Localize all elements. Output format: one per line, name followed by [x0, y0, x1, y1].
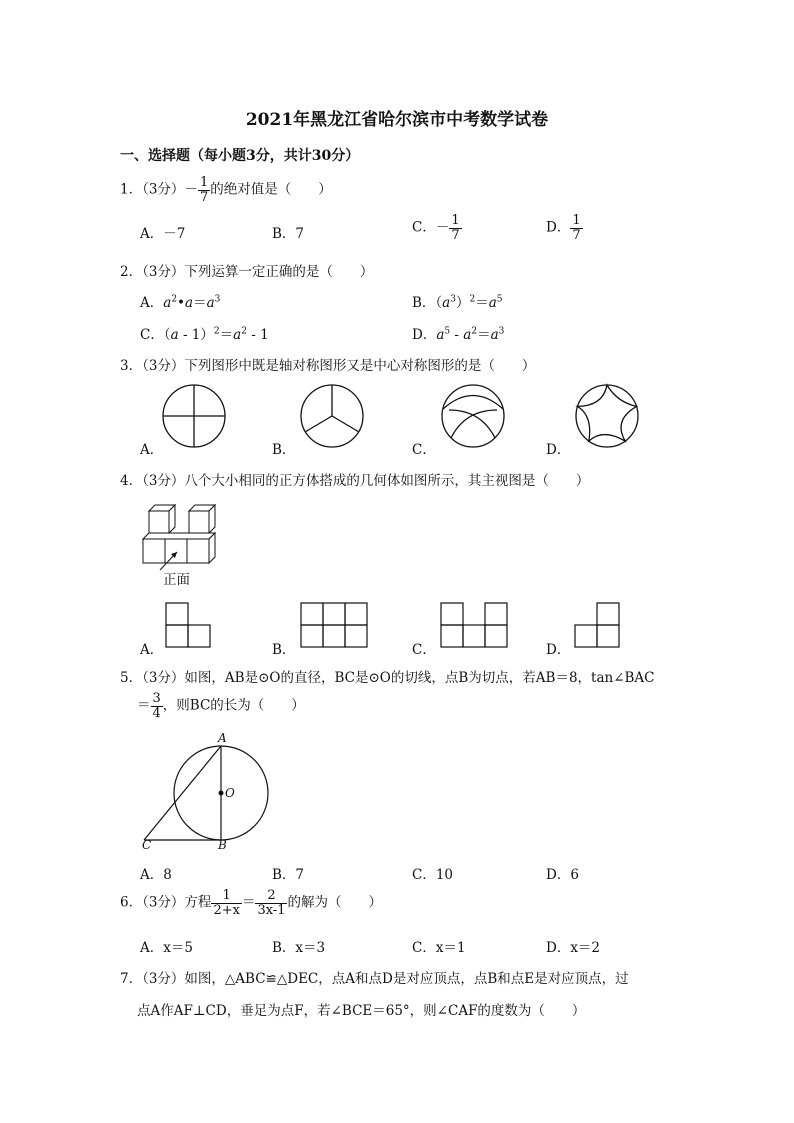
question-7-stem-line2: 点A作AF⊥CD，垂足为点F，若∠BCE＝65°，则∠CAF的度数为（ ）: [137, 1003, 586, 1019]
option-c[interactable]: C．$(a - 1)^2=a^2 - 1$: [140, 326, 269, 343]
figure-circle-arcs: [439, 382, 509, 452]
figure-circle-tangent: [140, 735, 280, 845]
option-b[interactable]: B．7: [272, 226, 305, 242]
option-d[interactable]: D．x＝2: [546, 940, 601, 956]
option-c[interactable]: C．x＝1: [412, 940, 466, 956]
option-d-figure: [574, 602, 624, 648]
option-a-figure: [165, 602, 215, 648]
option-a[interactable]: A．: [140, 442, 164, 458]
option-d[interactable]: D．: [546, 642, 571, 658]
point-label-o: O: [225, 786, 235, 800]
question-7-stem-line1: 7．（3分）如图，△ABC≌△DEC，点A和点D是对应顶点，点B和点E是对应顶点，过: [120, 971, 629, 987]
option-a[interactable]: A．－7: [140, 226, 186, 242]
option-b[interactable]: B．x＝3: [272, 940, 326, 956]
option-c[interactable]: C．: [412, 642, 436, 658]
option-c-figure: [440, 602, 510, 648]
option-a[interactable]: A．: [140, 642, 164, 658]
option-b[interactable]: B．7: [272, 867, 305, 883]
question-3-stem: 3．（3分）下列图形中既是轴对称图形又是中心对称图形的是（ ）: [120, 358, 536, 374]
option-c[interactable]: C．10: [412, 867, 454, 883]
question-2-stem: 2．（3分）下列运算一定正确的是（ ）: [120, 264, 374, 280]
option-b[interactable]: B．: [272, 642, 296, 658]
fraction: $\frac{1}{7}$: [199, 175, 209, 205]
option-c[interactable]: C．－ $\frac{1}{7}$: [412, 213, 460, 243]
question-1-stem: 1．（3分）－ $\frac{1}{7}$ 的绝对值是（ ）: [120, 175, 332, 205]
figure-cube-stack: [140, 500, 230, 570]
front-view-label: 正面: [163, 572, 190, 588]
question-5-stem-line2: ＝ $\frac{3}{4}$ ，则BC的长为（ ）: [137, 691, 305, 721]
figure-circle-cross: [160, 382, 230, 452]
option-c[interactable]: C．: [412, 442, 436, 458]
option-a[interactable]: A．8: [140, 867, 172, 883]
figure-circle-three-sectors: [298, 382, 368, 452]
point-label-b: B: [218, 838, 227, 852]
option-a[interactable]: A．$a^2•a=a^3$: [140, 294, 221, 311]
point-label-c: C: [142, 838, 152, 852]
page-title: 2021年黑龙江省哈尔滨市中考数学试卷: [245, 110, 549, 130]
option-d[interactable]: D．: [546, 442, 571, 458]
figure-circle-star: [573, 382, 643, 452]
option-d[interactable]: D． $\frac{1}{7}$: [546, 213, 581, 243]
option-b[interactable]: B．$(a^3)^2=a^5$: [412, 294, 503, 311]
option-b-figure: [300, 602, 370, 648]
option-d[interactable]: D．$a^5 - a^2=a^3$: [412, 326, 505, 343]
option-d[interactable]: D．6: [546, 867, 579, 883]
point-label-a: A: [218, 731, 227, 745]
option-a[interactable]: A．x＝5: [140, 940, 193, 956]
question-6-stem: 6．（3分）方程 $\frac{1}{2+x}$ ＝ $\frac{2}{3x-1}$ 的解为（ ）: [120, 888, 382, 918]
section-heading: 一、选择题（每小题3分，共计30分）: [120, 148, 360, 164]
question-5-stem-line1: 5．（3分）如图，AB是⊙O的直径，BC是⊙O的切线，点B为切点，若AB＝8，tan∠BAC: [120, 670, 655, 686]
option-b[interactable]: B．: [272, 442, 296, 458]
question-4-stem: 4．（3分）八个大小相同的正方体搭成的几何体如图所示，其主视图是（ ）: [120, 473, 590, 489]
